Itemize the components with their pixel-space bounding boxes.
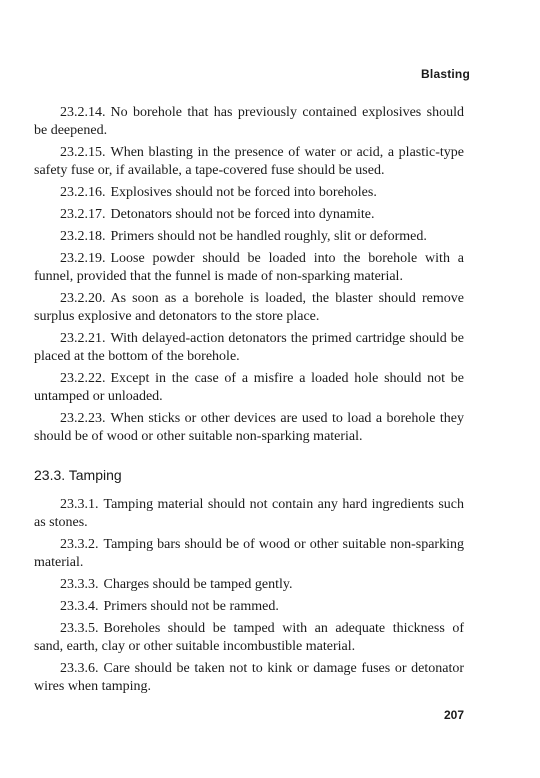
paragraph-text: Except in the case of a misfire a loaded hole should not be untamped or unloaded. bbox=[34, 371, 464, 404]
page-content bbox=[34, 104, 464, 700]
paragraph-number: 23.2.21. bbox=[60, 331, 106, 346]
paragraph-number: 23.3.2. bbox=[60, 537, 99, 552]
paragraph-text: No borehole that has previously contained explosives should be deepened. bbox=[34, 105, 464, 138]
paragraph-23-2-22 bbox=[34, 370, 464, 406]
paragraph-number: 23.2.17. bbox=[60, 207, 106, 222]
paragraph-text: When blasting in the presence of water or acid, a plastic-type safety fuse or, if available, a tape-covered fuse should be used. bbox=[34, 145, 464, 178]
paragraph-text: Primers should not be rammed. bbox=[103, 599, 279, 614]
paragraph-text: Primers should not be handled roughly, slit or deformed. bbox=[110, 229, 427, 244]
paragraph-23-3-5 bbox=[34, 620, 464, 656]
paragraph-23-3-6 bbox=[34, 660, 464, 696]
paragraph-23-2-19 bbox=[34, 250, 464, 286]
paragraph-text: With delayed-action detonators the primed cartridge should be placed at the bottom of the borehole. bbox=[34, 331, 464, 364]
paragraph-23-2-14 bbox=[34, 104, 464, 140]
paragraph-text: Detonators should not be forced into dynamite. bbox=[110, 207, 375, 222]
paragraph-23-2-18 bbox=[34, 228, 464, 246]
paragraph-text: When sticks or other devices are used to load a borehole they should be of wood or other suitable non-sparking material. bbox=[34, 411, 464, 444]
paragraph-23-2-16 bbox=[34, 184, 464, 202]
paragraph-text: Charges should be tamped gently. bbox=[103, 577, 293, 592]
paragraph-number: 23.2.16. bbox=[60, 185, 106, 200]
paragraph-23-3-4 bbox=[34, 598, 464, 616]
paragraph-23-3-2 bbox=[34, 536, 464, 572]
paragraph-23-2-21 bbox=[34, 330, 464, 366]
paragraph-text: Loose powder should be loaded into the borehole with a funnel, provided that the funnel is made of non-sparking material. bbox=[34, 251, 464, 284]
paragraph-number: 23.3.4. bbox=[60, 599, 99, 614]
paragraph-number: 23.3.1. bbox=[60, 497, 99, 512]
paragraph-number: 23.2.18. bbox=[60, 229, 106, 244]
running-head: Blasting bbox=[421, 67, 470, 81]
paragraph-number: 23.2.14. bbox=[60, 105, 106, 120]
paragraph-23-2-23 bbox=[34, 410, 464, 446]
paragraph-number: 23.2.23. bbox=[60, 411, 106, 426]
paragraph-text: Boreholes should be tamped with an adequate thickness of sand, earth, clay or other suitable incombustible material. bbox=[34, 621, 464, 654]
paragraph-number: 23.3.6. bbox=[60, 661, 99, 676]
paragraph-text: Tamping material should not contain any hard ingredients such as stones. bbox=[34, 497, 464, 530]
paragraph-text: Tamping bars should be of wood or other suitable non-sparking material. bbox=[34, 537, 464, 570]
paragraph-number: 23.2.15. bbox=[60, 145, 106, 160]
paragraph-text: Explosives should not be forced into boreholes. bbox=[110, 185, 377, 200]
paragraph-text: Care should be taken not to kink or damage fuses or detonator wires when tamping. bbox=[34, 661, 464, 694]
paragraph-number: 23.3.3. bbox=[60, 577, 99, 592]
paragraph-23-2-17 bbox=[34, 206, 464, 224]
paragraph-number: 23.2.20. bbox=[60, 291, 106, 306]
section-heading-tamping: 23.3. Tamping bbox=[34, 467, 122, 483]
paragraph-text: As soon as a borehole is loaded, the blaster should remove surplus explosive and detonators to the store place. bbox=[34, 291, 464, 324]
paragraph-23-2-20 bbox=[34, 290, 464, 326]
paragraph-23-3-1 bbox=[34, 496, 464, 532]
paragraph-23-2-15 bbox=[34, 144, 464, 180]
paragraph-number: 23.2.22. bbox=[60, 371, 106, 386]
paragraph-number: 23.3.5. bbox=[60, 621, 99, 636]
paragraph-23-3-3 bbox=[34, 576, 464, 594]
paragraph-number: 23.2.19. bbox=[60, 251, 106, 266]
page-number: 207 bbox=[443, 708, 464, 722]
